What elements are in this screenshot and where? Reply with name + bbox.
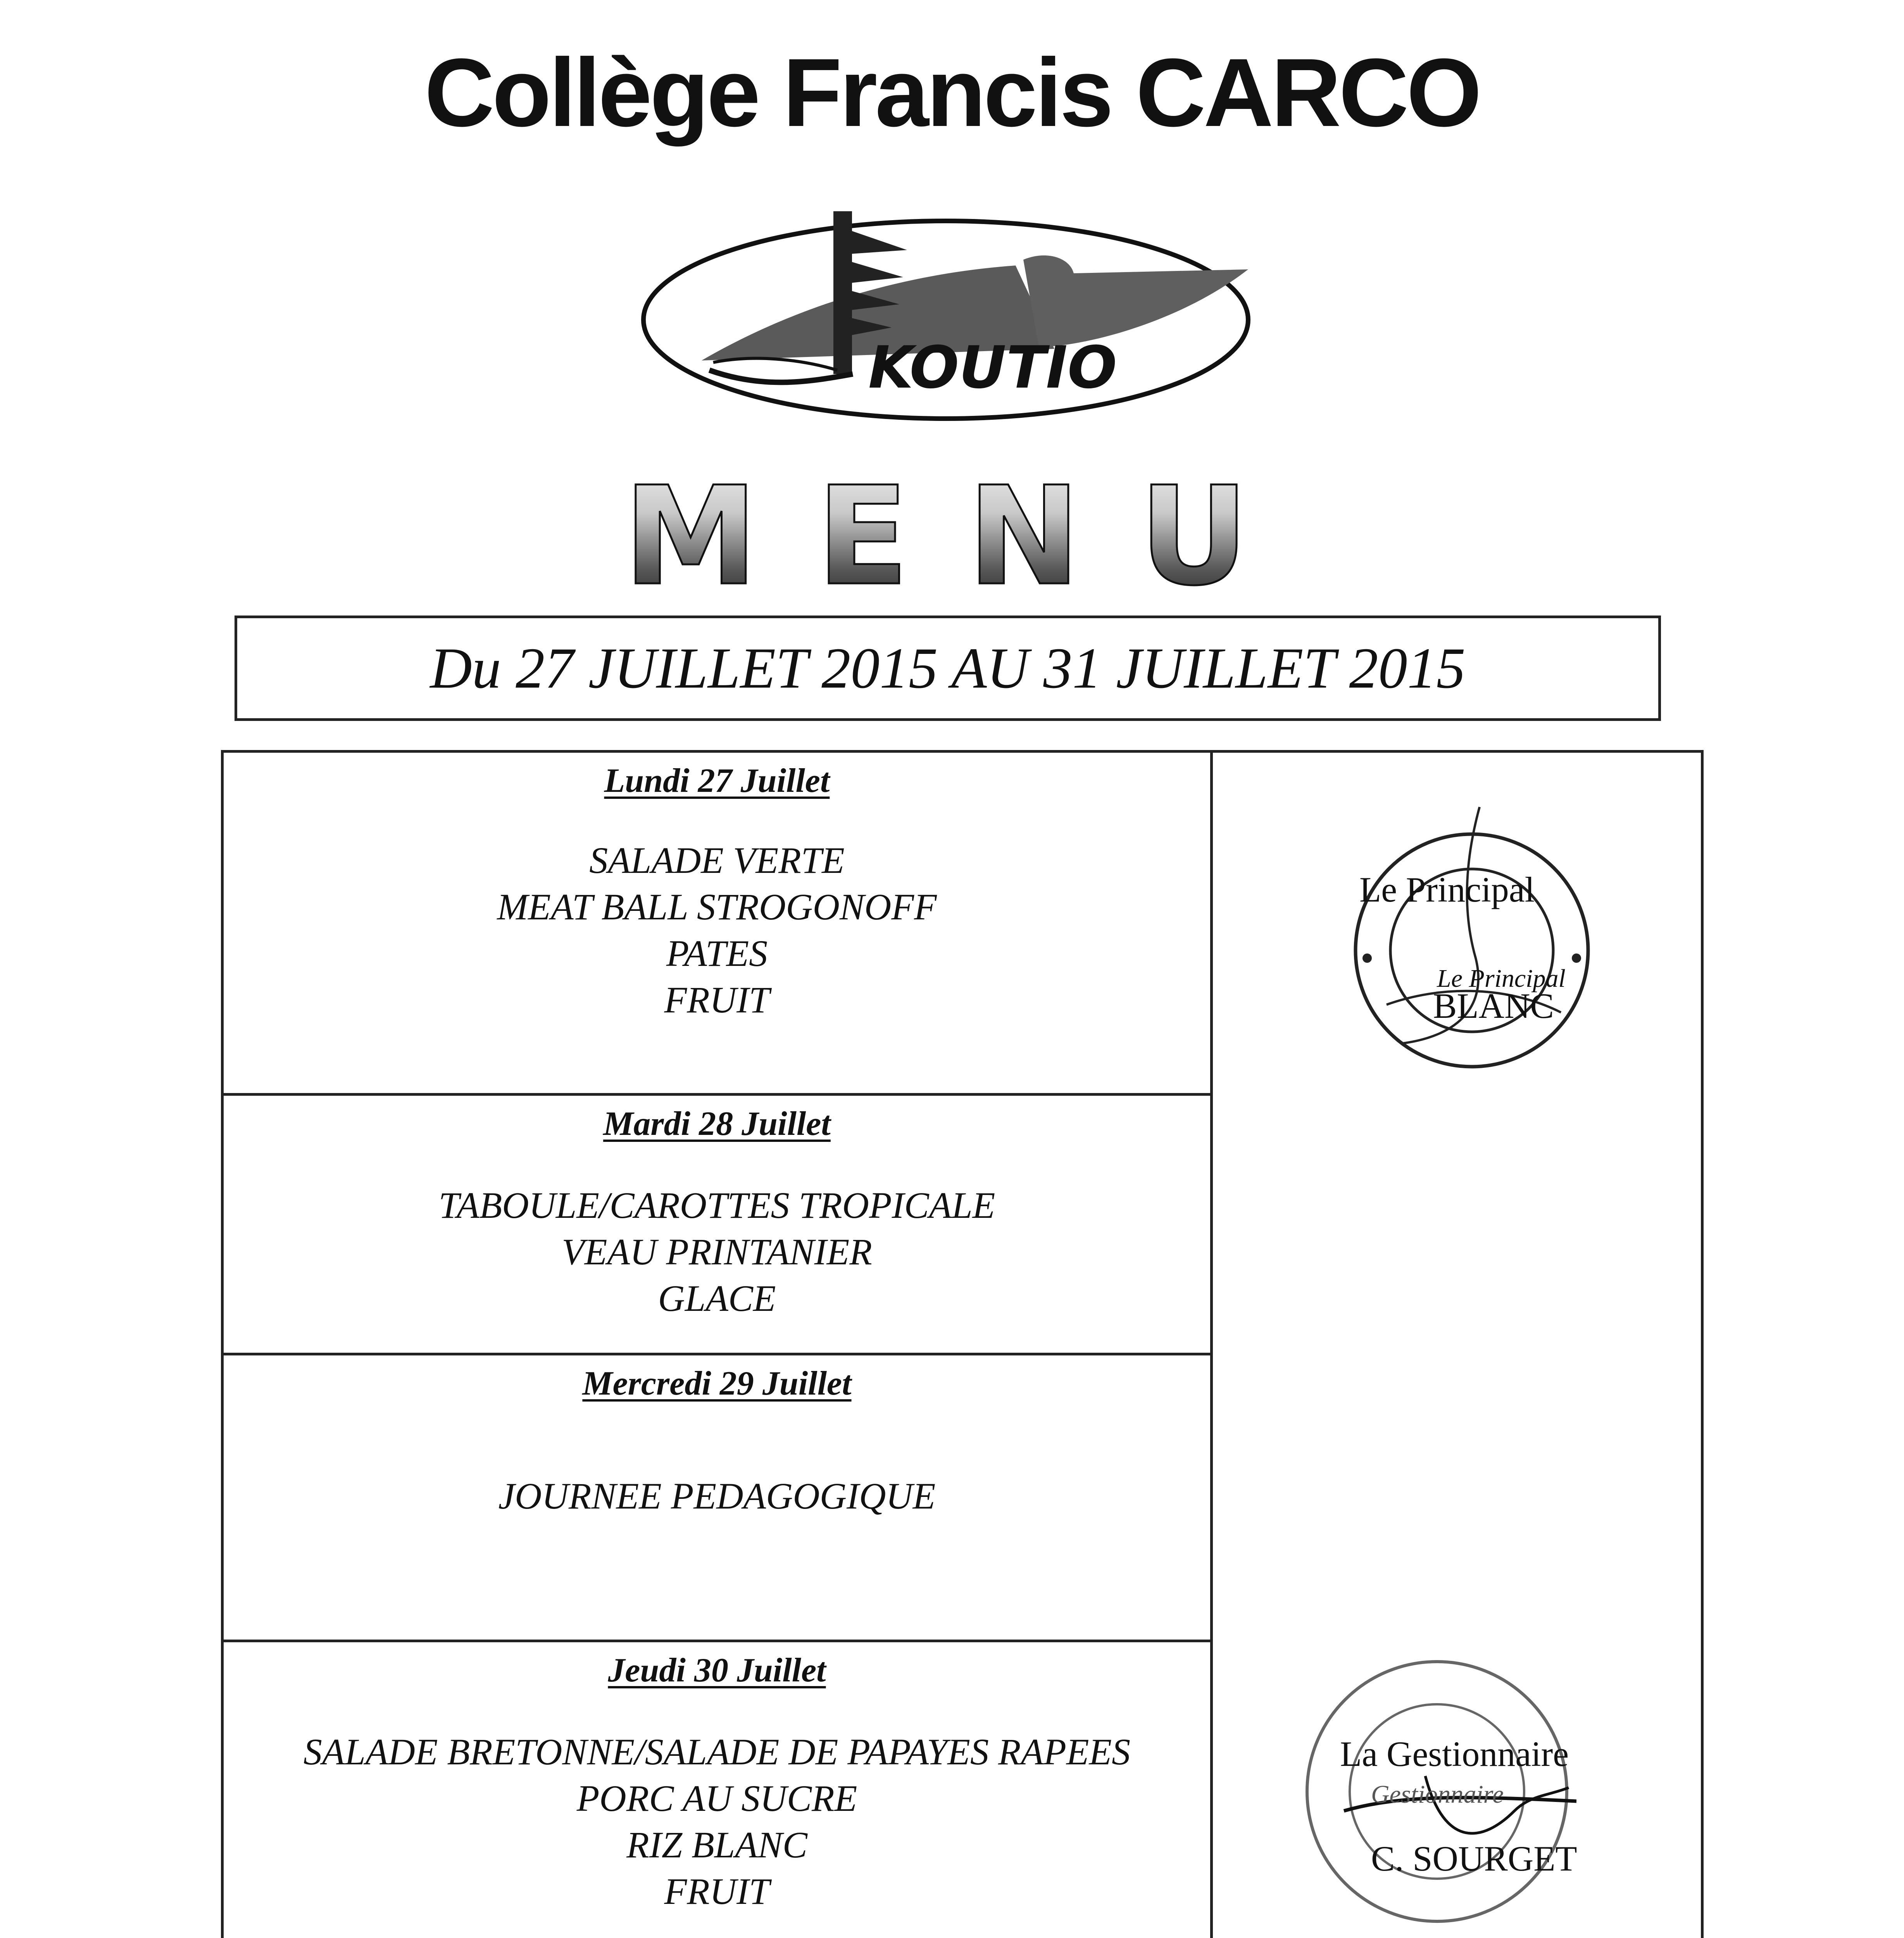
menu-word: MENU [623, 467, 1307, 607]
principal-name: BLANC [1433, 986, 1554, 1026]
day-title: Jeudi 30 Juillet [608, 1652, 826, 1689]
school-title: Collège Francis CARCO [424, 38, 1480, 147]
principal-stamp-inner: Le Principal [1437, 964, 1566, 993]
dish: PATES [666, 933, 768, 974]
day-wednesday [224, 1353, 1210, 1642]
principal-stamp [1344, 803, 1615, 1074]
menu-table [221, 750, 1704, 1938]
menu-heading [527, 467, 1403, 607]
date-range: Du 27 JUILLET 2015 AU 31 JUILLET 2015 [430, 636, 1466, 700]
day-title: Mardi 28 Juillet [603, 1105, 831, 1143]
day-thursday [224, 1640, 1210, 1938]
gestionnaire-name: C. SOURGET [1371, 1839, 1577, 1878]
date-range-box [235, 616, 1661, 721]
gestionnaire-label: La Gestionnaire [1340, 1734, 1569, 1774]
dish-list [224, 837, 1210, 1023]
gestionnaire-stamp-inner: Gestionnaire [1371, 1780, 1504, 1809]
dish: RIZ BLANC [626, 1824, 807, 1866]
dish: SALADE BRETONNE/SALADE DE PAPAYES RAPEES [303, 1731, 1131, 1772]
day-title: Mercredi 29 Juillet [582, 1365, 852, 1402]
day-tuesday [224, 1093, 1210, 1355]
dish: VEAU PRINTANIER [562, 1231, 872, 1272]
dish: FRUIT [664, 1871, 770, 1912]
koutio-logo [636, 207, 1264, 424]
dish: JOURNEE PEDAGOGIQUE [498, 1475, 936, 1517]
dish-list [224, 1729, 1210, 1915]
day-monday [224, 753, 1210, 1096]
dish: TABOULE/CAROTTES TROPICALE [438, 1185, 995, 1226]
logo-text: KOUTIO [868, 334, 1117, 402]
dish-list [224, 1473, 1210, 1519]
dish: PORC AU SUCRE [576, 1778, 857, 1819]
day-title: Lundi 27 Juillet [604, 762, 830, 800]
dish: MEAT BALL STROGONOFF [497, 886, 937, 928]
column-divider [1210, 753, 1213, 1938]
dish: SALADE VERTE [589, 840, 845, 881]
dish-list [224, 1182, 1210, 1322]
dish: FRUIT [664, 979, 770, 1021]
dish: GLACE [658, 1278, 776, 1319]
principal-label: Le Principal [1359, 870, 1535, 909]
